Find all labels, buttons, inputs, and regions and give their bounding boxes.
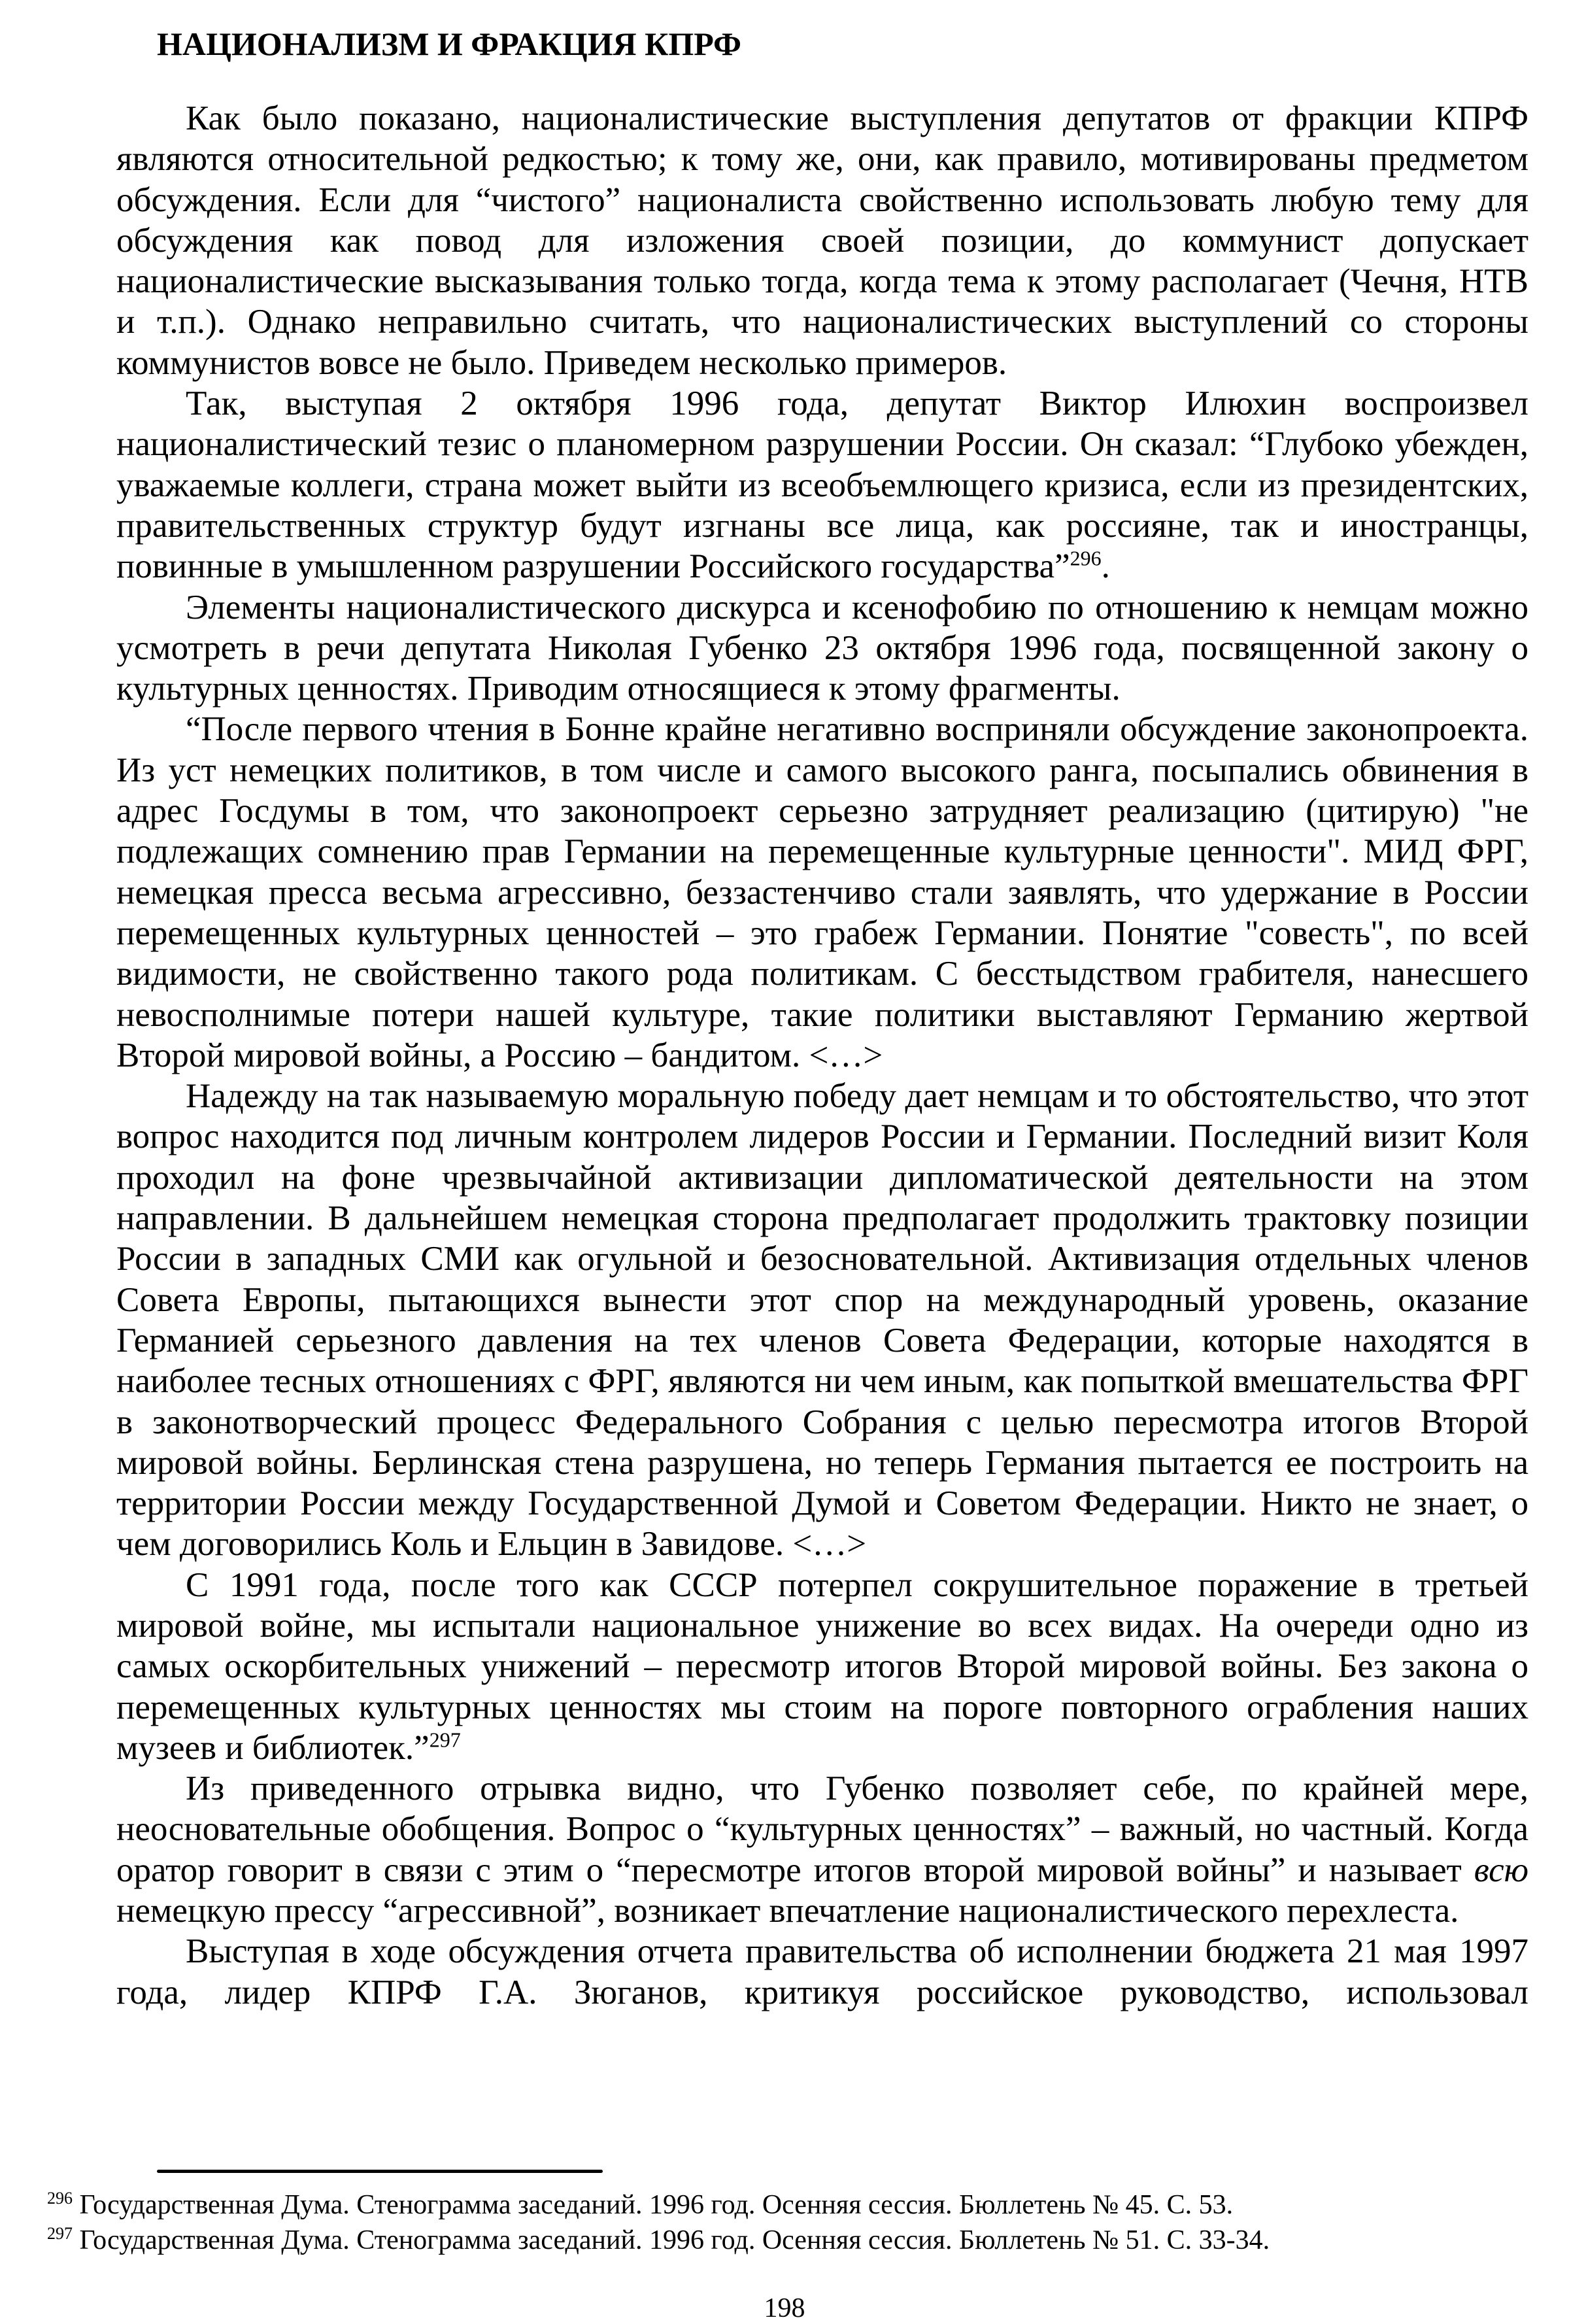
paragraph	[116, 383, 1528, 587]
quote-paragraph: Надежду на так называемую моральную победу дает немцам и то обстоятельство, что этот вопрос находится под личным контролем лидеров России и Германии. Последний визит Коля проходил на фоне чрезвычайной активизации дипломатической деятельности на этом направлении. В дальнейшем немецкая сторона предполагает продолжить трактовку позиции России в западных СМИ как огульной и безосновательной. Активизация отдельных членов Совета Европы, пытающихся вынести этот спор на международный уровень, оказание Германией серьезного давления на тех членов Совета Федерации, которые находятся в наиболее тесных отношениях с ФРГ, являются ни чем иным, как попыткой вмешательства ФРГ в законотворческий процесс Федерального Собрания с целью пересмотра итогов Второй мировой войны. Берлинская стена разрушена, но теперь Германия пытается ее построить на территории России между Государственной Думой и Советом Федерации. Никто не знает, о чем договорились Коль и Ельцин в Завидове. <…>	[116, 1077, 1528, 1564]
footnote-separator	[157, 2170, 603, 2173]
footnote	[47, 2223, 1270, 2258]
body-text	[116, 98, 1528, 2013]
footnote-text: Государственная Дума. Стенограмма заседаний. 1996 год. Осенняя сессия. Бюллетень № 45. С. 53.	[79, 2190, 1234, 2220]
paragraph: Элементы националистического дискурса и ксенофобию по отношению к немцам можно усмотреть в речи депутата Николая Губенко 23 октября 1996 года, посвященной закону о культурных ценностях. Приводим относящиеся к этому фрагменты.	[116, 588, 1528, 708]
paragraph-text: .	[1101, 547, 1110, 586]
paragraph-text: немецкую прессу “агрессивной”, возникает впечатление националистического перехлеста.	[116, 1892, 1459, 1930]
quote-paragraph	[116, 1565, 1528, 1768]
footnote-text: Государственная Дума. Стенограмма заседаний. 1996 год. Осенняя сессия. Бюллетень № 51. С. 33-34.	[79, 2225, 1270, 2255]
footnotes	[47, 2187, 1270, 2258]
section-title: НАЦИОНАЛИЗМ И ФРАКЦИЯ КПРФ	[157, 26, 741, 62]
footnote-ref: 297	[429, 1728, 461, 1752]
paragraph	[116, 1768, 1528, 1931]
paragraph: Выступая в ходе обсуждения отчета правительства об исполнении бюджета 21 мая 1997 года, лидер КПРФ Г.А. Зюганов, критикуя российское руководство, использовал	[116, 1932, 1528, 2011]
emphasis: всю	[1474, 1851, 1528, 1889]
footnote-ref: 296	[1070, 546, 1102, 570]
paragraph-text: С 1991 года, после того как СССР потерпел сокрушительное поражение в третьей мировой войне, мы испытали национальное унижение во всех видах. На очереди одно из самых оскорбительных унижений – пересмотр итогов Второй мировой войны. Без закона о перемещенных культурных ценностях мы стоим на пороге повторного ограбления наших музеев и библиотек.”	[116, 1565, 1528, 1767]
paragraph-text: Так, выступая 2 октября 1996 года, депутат Виктор Илюхин воспроизвел националистический тезис о планомерном разрушении России. Он сказал: “Глубоко убежден, уважаемые коллеги, страна может выйти из всеобъемлющего кризиса, если из президентских, правительственных структур будут изгнаны все лица, как россияне, так и иностранцы, повинные в умышленном разрушении Российского государства”	[116, 384, 1528, 586]
page-number: 198	[764, 2293, 805, 2323]
quote-paragraph: “После первого чтения в Бонне крайне негативно восприняли обсуждение законопроекта. Из уст немецких политиков, в том числе и самого высокого ранга, посыпались обвинения в адрес Госдумы в том, что законопроект серьезно затрудняет реализацию (цитирую) "не подлежащих сомнению прав Германии на перемещенные культурные ценности". МИД ФРГ, немецкая пресса весьма агрессивно, беззастенчиво стали заявлять, что удержание в России перемещенных культурных ценностей – это грабеж Германии. Понятие "совесть", по всей видимости, не свойственно такого рода политикам. С бесстыдством грабителя, нанесшего невосполнимые потери нашей культуре, такие политики выставляют Германию жертвой Второй мировой войны, а Россию – бандитом. <…>	[116, 710, 1528, 1074]
paragraph: Как было показано, националистические выступления депутатов от фракции КПРФ являются относительной редкостью; к тому же, они, как правило, мотивированы предметом обсуждения. Если для “чистого” националиста свойственно использовать любую тему для обсуждения как повод для изложения своей позиции, до коммунист допускает националистические высказывания только тогда, когда тема к этому располагает (Чечня, НТВ и т.п.). Однако неправильно считать, что националистических выступлений со стороны коммунистов вовсе не было. Приведем несколько примеров.	[116, 99, 1528, 382]
footnote	[47, 2187, 1270, 2223]
paragraph-text: Из приведенного отрывка видно, что Губенко позволяет себе, по крайней мере, неосновательные обобщения. Вопрос о “культурных ценностях” – важный, но частный. Когда оратор говорит в связи с этим о “пересмотре итогов второй мировой войны” и называет	[116, 1769, 1528, 1889]
footnote-number: 297	[47, 2224, 73, 2243]
footnote-number: 296	[47, 2189, 73, 2208]
